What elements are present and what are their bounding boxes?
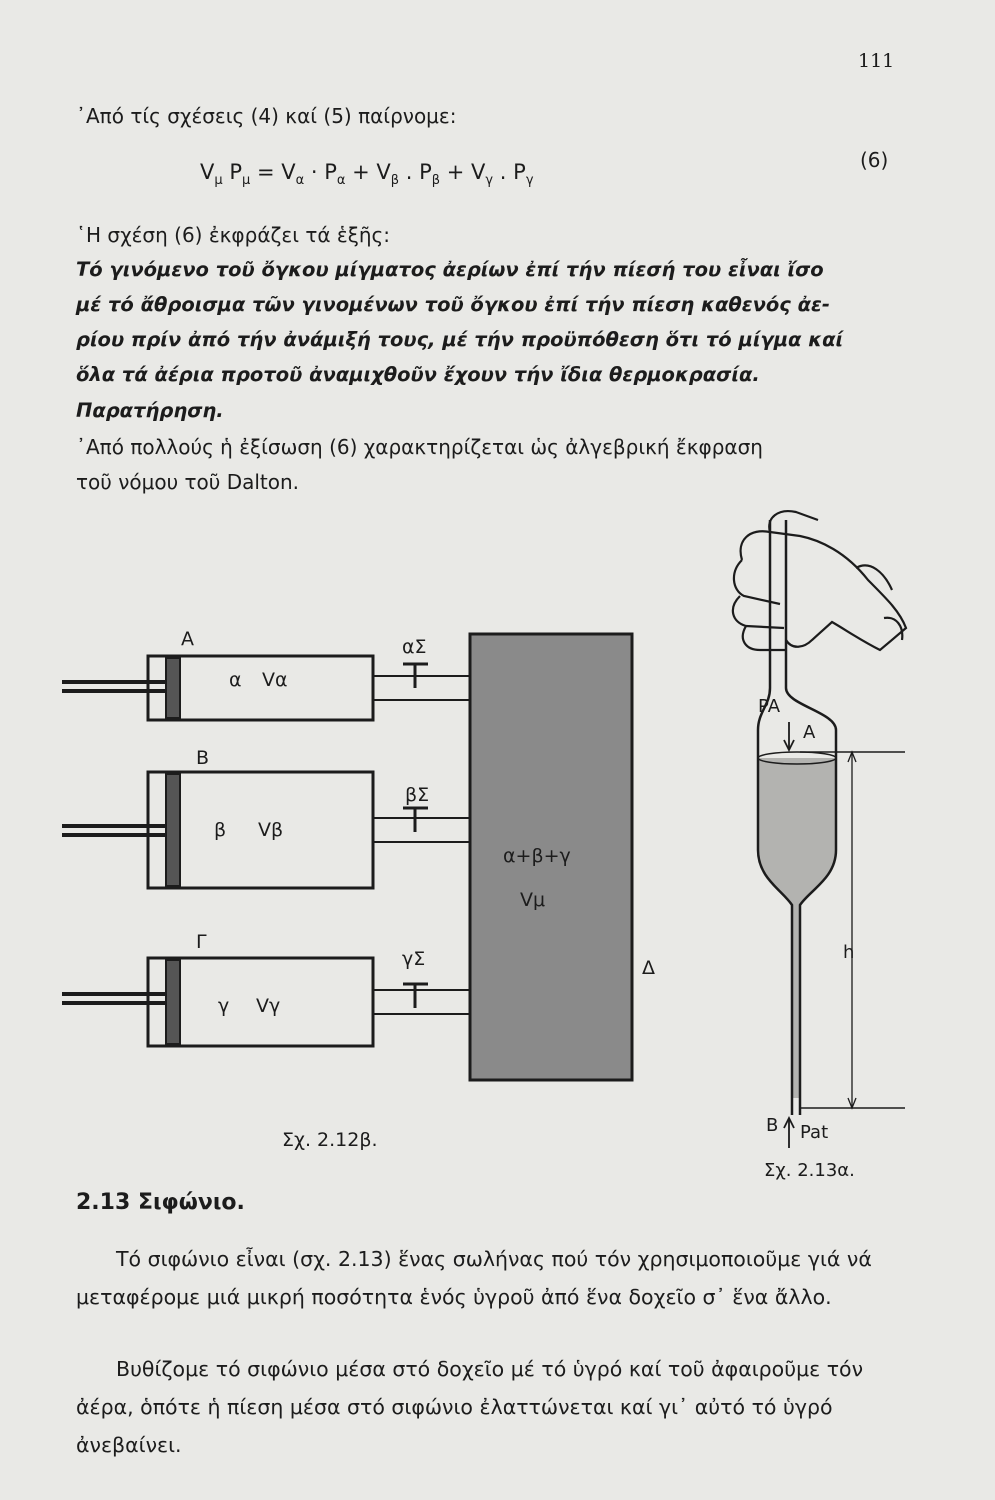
label-tank: Δ xyxy=(642,957,655,979)
label-gas-c: γ xyxy=(218,995,230,1017)
label-point-b: B xyxy=(766,1115,779,1136)
statement-line: ὅλα τά ἀέρια προτοῦ ἀναμιχθοῦν ἔχουν τήν ἴδια θερμοκρασία. xyxy=(76,363,760,386)
formula-sub: μ xyxy=(242,173,251,189)
figure-2-13a xyxy=(733,511,906,1148)
label-valve-c: γΣ xyxy=(402,948,426,970)
expresses-line: ῾Η σχέση (6) ἐκφράζει τά ἑξῆς: xyxy=(76,223,391,247)
label-mixture: α+β+γ xyxy=(503,845,571,867)
intro-line: ᾿Από τίς σχέσεις (4) καί (5) παίρνομε: xyxy=(76,104,457,128)
formula-part: + V xyxy=(440,160,486,184)
label-atmospheric-pressure: Pat xyxy=(800,1122,829,1143)
statement-line: ρίου πρίν ἀπό τήν ἀνάμιξή τους, μέ τήν προϋπόθεση ὅτι τό μίγμα καί xyxy=(76,328,844,351)
statement-line: Τό γινόμενο τοῦ ὄγκου μίγματος ἀερίων ἐπί τήν πίεσή του εἶναι ἴσο xyxy=(76,258,824,281)
statement-line: μέ τό ἄθροισμα τῶν γινομένων τοῦ ὄγκου ἐπί τήν πίεση καθενός ἀε- xyxy=(76,293,830,316)
formula-part: · P xyxy=(304,160,337,184)
remark-title: Παρατήρηση. xyxy=(76,399,224,422)
formula-part: . P xyxy=(399,160,432,184)
hand-icon xyxy=(733,511,906,650)
page-number: 111 xyxy=(858,50,895,72)
body-paragraph-2: Βυθίζομε τό σιφώνιο μέσα στό δοχεῖο μέ τό ὑγρό καί τοῦ ἀφαιροῦμε τόν ἀέρα, ὁπότε ἡ πίεση μέσα στό σιφώνιο ἐλαττώνεται καί γι᾿ αὐτό τό ὑγρό ἀνεβαίνει. xyxy=(76,1357,864,1457)
section-heading: 2.13 Σιφώνιο. xyxy=(76,1190,245,1215)
formula-sub: α xyxy=(336,173,346,189)
label-height-h: h xyxy=(843,942,855,963)
caption-figure-2-12b: Σχ. 2.12β. xyxy=(282,1129,378,1151)
label-volume-c: Vγ xyxy=(256,995,281,1017)
formula-sub: μ xyxy=(214,173,223,189)
formula-part: V xyxy=(281,160,296,184)
label-gas-a: α xyxy=(229,669,242,691)
formula-sub: γ xyxy=(525,173,534,189)
label-valve-a: αΣ xyxy=(402,636,427,658)
label-cylinder-b: Β xyxy=(196,747,210,769)
label-gas-b: β xyxy=(214,819,227,841)
body-paragraph-1: Τό σιφώνιο εἶναι (σχ. 2.13) ἕνας σωλήνας πού τόν χρησιμοποιοῦμε γιά νά μεταφέρομε μιά μικρή ποσότητα ἑνός ὑγροῦ ἀπό ἕνα δοχεῖο σ᾿ ἕνα ἄλλο. xyxy=(76,1247,872,1309)
formula-part: . P xyxy=(493,160,526,184)
formula-sub: γ xyxy=(485,173,494,189)
label-valve-b: βΣ xyxy=(405,784,430,806)
label-point-a: A xyxy=(803,722,816,743)
label-mixture-volume: Vμ xyxy=(520,889,546,911)
caption-figure-2-13a: Σχ. 2.13α. xyxy=(764,1160,855,1181)
formula-part: P xyxy=(229,160,243,184)
formula-part: + V xyxy=(345,160,391,184)
label-volume-b: Vβ xyxy=(258,819,284,841)
formula-sub: β xyxy=(431,173,441,189)
label-pressure-a: PA xyxy=(758,696,781,717)
label-cylinder-c: Γ xyxy=(196,931,207,953)
formula-sub: β xyxy=(390,173,400,189)
remark-line: τοῦ νόμου τοῦ Dalton. xyxy=(76,470,300,494)
formula-sub: α xyxy=(295,173,305,189)
equation-number: (6) xyxy=(860,148,889,172)
label-cylinder-a: Α xyxy=(181,628,194,650)
formula-part: = xyxy=(250,160,282,184)
formula-part: V xyxy=(200,160,215,184)
label-volume-a: Vα xyxy=(262,669,288,691)
liquid-column xyxy=(758,758,836,1098)
remark-line: ᾿Από πολλούς ἡ ἐξίσωση (6) χαρακτηρίζεται ὡς ἀλγεβρική ἔκφραση xyxy=(76,435,763,459)
